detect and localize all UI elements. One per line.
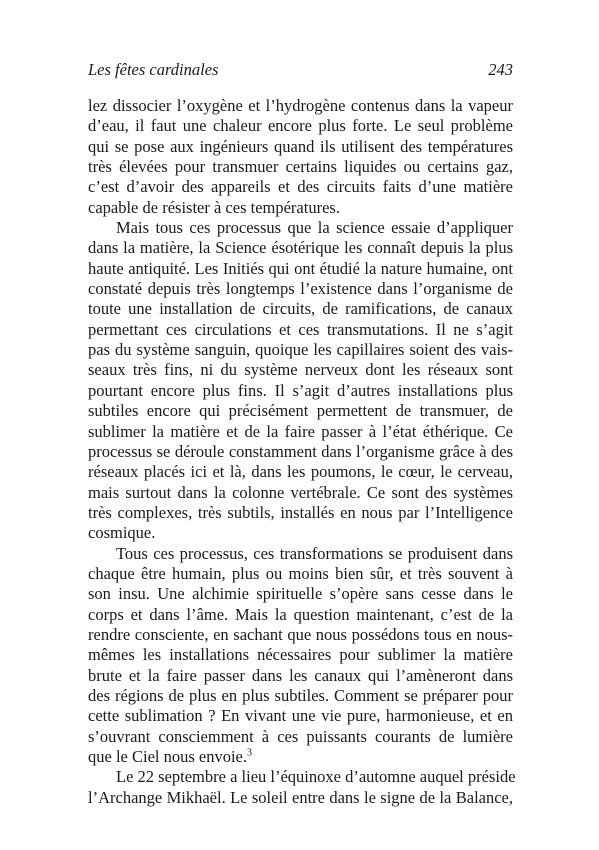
text-line: Mais tous ces processus que la science essaie d’appliquer <box>116 218 513 238</box>
text-line: sublimer la matière et de la faire passer à l’état éthérique. Ce <box>88 421 513 441</box>
text-line-content: que le Ciel nous envoie. <box>88 747 248 766</box>
text-line: l’Archange Mikhaël. Le soleil entre dans le signe de la Balance, <box>88 787 513 807</box>
text-line: mêmes les installations nécessaires pour sublimer la matière <box>88 645 513 665</box>
text-line: réseaux placés ici et là, dans les poumons, le cœur, le cerveau, <box>88 462 513 482</box>
text-line: pourtant encore plus fins. Il s’agit d’autres installations plus <box>88 380 513 400</box>
chapter-title: Les fêtes cardinales <box>88 60 219 79</box>
text-line: toute une installation de circuits, de ramifications, de canaux <box>88 299 513 319</box>
text-line: dans la matière, la Science ésotérique les connaît depuis la plus <box>88 238 513 258</box>
text-line: très complexes, très subtils, installés en nous par l’Intelligence <box>88 502 513 522</box>
text-line: capable de résister à ces températures. <box>88 197 340 217</box>
text-line: permettant ces circulations et ces transmutations. Il ne s’agit <box>88 319 513 339</box>
text-line: qui se pose aux ingénieurs quand ils utilisent des températures <box>88 136 513 156</box>
text-line: Le 22 septembre a lieu l’équinoxe d’automne auquel préside <box>116 767 516 787</box>
text-line: haute antiquité. Les Initiés qui ont étudié la nature humaine, ont <box>88 258 513 278</box>
text-line: des régions de plus en plus subtiles. Comment se préparer pour <box>88 685 513 705</box>
text-line: rendre consciente, en sachant que nous possédons tous en nous- <box>88 624 513 644</box>
text-line: seaux très fins, ni du système nerveux dont les réseaux sont <box>88 360 513 380</box>
text-line: cosmique. <box>88 523 156 543</box>
text-line: Tous ces processus, ces transformations se produisent dans <box>116 543 513 563</box>
text-line: lez dissocier l’oxygène et l’hydrogène contenus dans la vapeur <box>88 96 513 115</box>
text-line: mais surtout dans la colonne vertébrale. Ce sont des systèmes <box>88 482 513 502</box>
text-line: constaté depuis très longtemps l’existence dans l’organisme de <box>88 279 513 299</box>
text-line: corps et dans l’âme. Mais la question maintenant, c’est de la <box>88 604 513 624</box>
text-line: c’est d’avoir des appareils et des circuits faits d’une matière <box>88 177 513 197</box>
text-line: brute et la faire passer dans les canaux qui l’amèneront dans <box>88 665 513 685</box>
text-line: son insu. Une alchimie spirituelle s’opère sans cesse dans le <box>88 584 513 604</box>
text-line: très élevées pour transmuer certains liquides ou certains gaz, <box>88 157 513 177</box>
running-header <box>88 60 513 80</box>
page-number: 243 <box>488 60 513 79</box>
footnote-marker[interactable]: 3 <box>247 747 253 759</box>
text-line-with-footnote <box>88 747 513 767</box>
text-line: subtiles encore qui précisément permettent de transmuer, de <box>88 401 513 421</box>
text-line: s’ouvrant consciemment à ces puissants courants de lumière <box>88 726 513 746</box>
text-line: d’eau, il faut une chaleur encore plus forte. Le seul problème <box>88 116 513 136</box>
text-line: cette sublimation ? En vivant une vie pure, harmonieuse, et en <box>88 706 513 726</box>
text-line: pas du système sanguin, quoique les capillaires soient des vais- <box>88 340 513 360</box>
body-text <box>88 96 516 808</box>
text-line: chaque être humain, plus ou moins bien sûr, et très souvent à <box>88 563 513 583</box>
text-line: processus se déroule constamment dans l’organisme grâce à des <box>88 441 513 461</box>
